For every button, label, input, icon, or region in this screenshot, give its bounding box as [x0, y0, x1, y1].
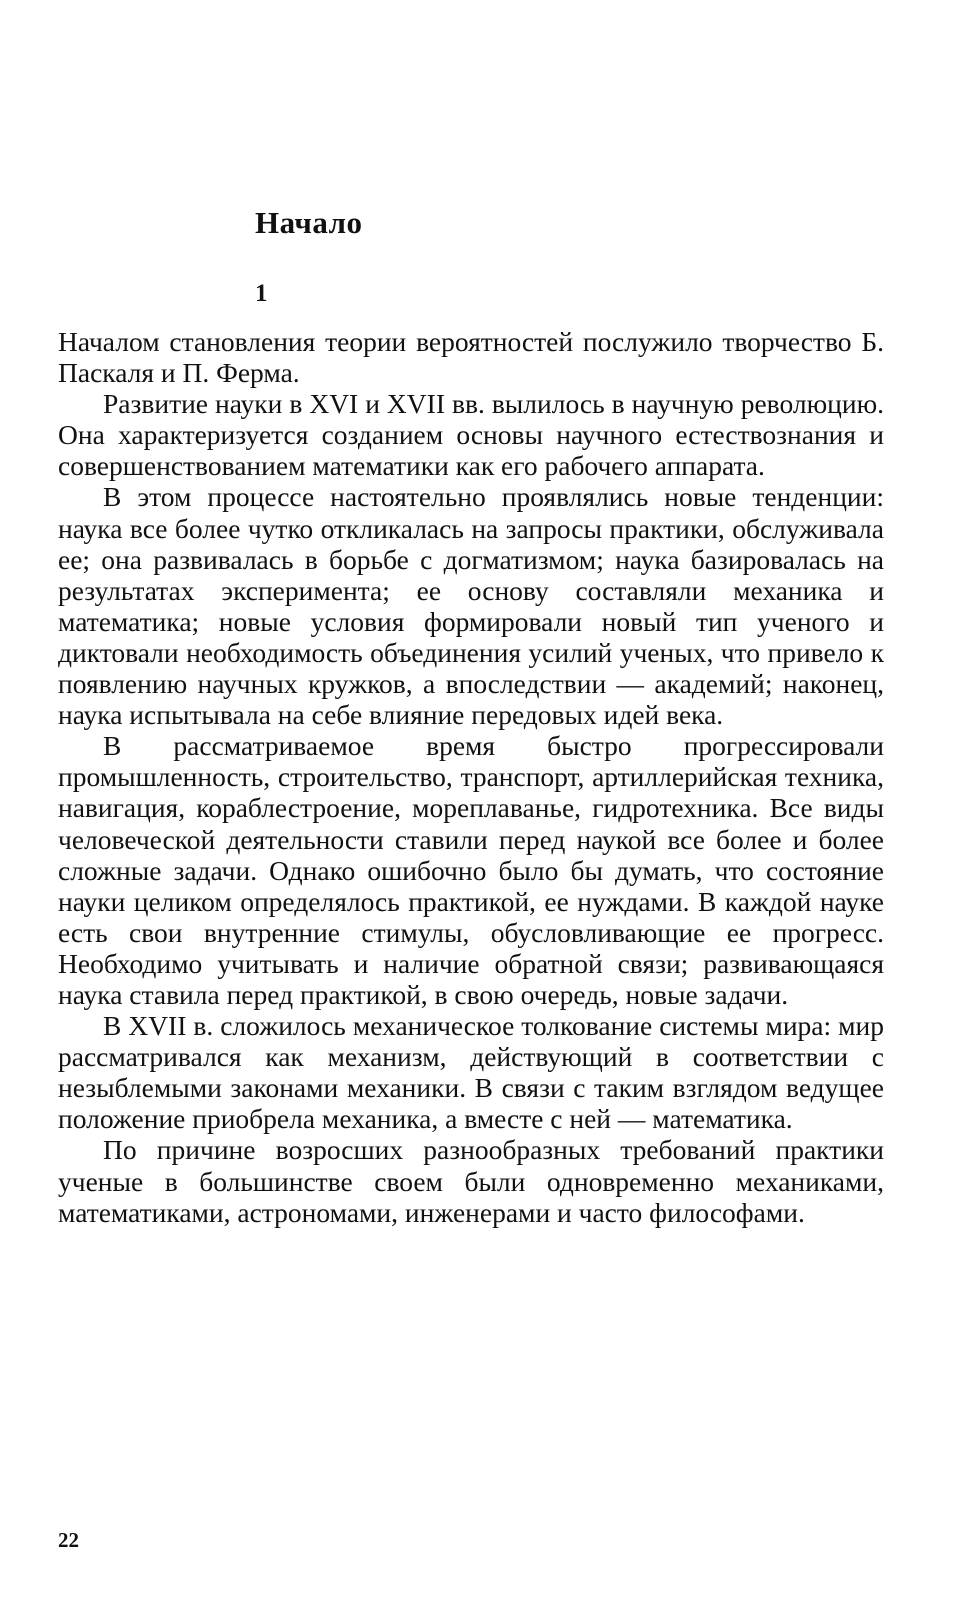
paragraph-2: Развитие науки в XVI и XVII вв. вылилось в научную революцию. Она характеризуется созданием основы научного естествознания и совершенствованием математики как его рабочего аппарата.: [58, 388, 884, 482]
body-text: [58, 326, 884, 1228]
section-number: 1: [255, 280, 268, 307]
paragraph-3: В этом процессе настоятельно проявлялись новые тенденции: наука все более чутко откликалась на запросы практики, обслуживала ее; она развивалась в борьбе с догматизмом; наука базировалась на результатах эксперимента; ее основу составляли механика и математика; новые условия формировали новый тип ученого и диктовали необходимость объединения усилий ученых, что привело к появлению научных кружков, а впоследствии — академий; наконец, наука испытывала на себе влияние передовых идей века.: [58, 481, 884, 731]
paragraph-4: В рассматриваемое время быстро прогрессировали промышленность, строительство, транспорт, артиллерийская техника, навигация, кораблестроение, мореплаванье, гидротехника. Все виды человеческой деятельности ставили перед наукой все более и более сложные задачи. Однако ошибочно было бы думать, что состояние науки целиком определялось практикой, ее нуждами. В каждой науке есть свои внутренние стимулы, обусловливающие ее прогресс. Необходимо учитывать и наличие обратной связи; развивающаяся наука ставила перед практикой, в свою очередь, новые задачи.: [58, 730, 884, 1010]
page-number: 22: [58, 1528, 79, 1552]
chapter-title: Начало: [255, 205, 363, 240]
paragraph-1: Началом становления теории вероятностей послужило творчество Б. Паскаля и П. Ферма.: [58, 326, 884, 389]
paragraph-5: В XVII в. сложилось механическое толкование системы мира: мир рассматривался как механизм, действующий в соответствии с незыблемыми законами механики. В связи с таким взглядом ведущее положение приобрела механика, а вместе с ней — математика.: [58, 1010, 884, 1135]
paragraph-6: По причине возросших разнообразных требований практики ученые в большинстве своем были одновременно механиками, математиками, астрономами, инженерами и часто философами.: [58, 1134, 884, 1228]
